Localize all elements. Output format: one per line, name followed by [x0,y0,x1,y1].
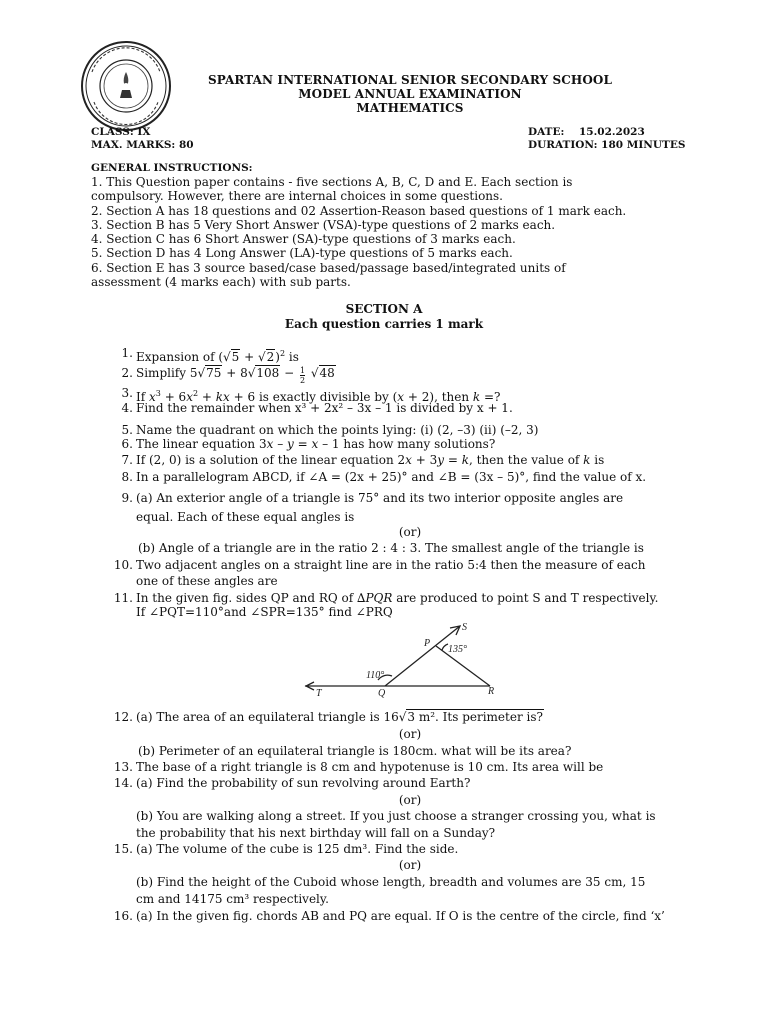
question-number: 1. [121,346,133,360]
question-text: (b) Perimeter of an equilateral triangle is 180cm. what will be its area? [138,744,572,758]
duration-label: DURATION: 180 MINUTES [528,139,686,151]
section-subtitle: Each question carries 1 mark [284,317,484,331]
question-text: (b) Angle of a triangle are in the ratio 2 : 4 : 3. The smallest angle of the triangle is [138,541,644,555]
label-p: P [424,638,431,649]
question-number: 14. [113,776,133,790]
label-r: R [488,686,495,697]
instructions-list [91,175,691,289]
question-number: 10. [113,558,133,572]
instruction-line: assessment (4 marks each) with sub parts. [91,275,351,290]
question-number: 8. [121,470,133,484]
question-text: cm and 14175 cm³ respectively. [136,892,329,906]
question-text: In the given fig. sides QP and RQ of ∆PQR are produced to point S and T respectively. [136,591,659,605]
question-text: In a parallelogram ABCD, if ∠A = (2x + 25)° and ∠B = (3x – 5)°, find the value of x. [136,470,647,484]
question-number: 2. [121,366,133,380]
question-text: (a) An exterior angle of a triangle is 75° and its two interior opposite angles are [136,491,624,505]
label-q: Q [378,688,386,698]
question-text: (a) Find the probability of sun revolving around Earth? [136,776,471,790]
question-text: Find the remainder when x³ + 2x² – 3x – 1 is divided by x + 1. [136,401,513,415]
label-s: S [462,622,467,633]
question-text: (b) You are walking along a street. If you just choose a stranger crossing you, what is [136,809,656,823]
question-text: If $x^3 + 6x^2$ + kx + 6 is exactly divisible by (x + 2), then k =? [136,389,501,404]
question-text: If (2, 0) is a solution of the linear equation 2x + 3y = k, then the value of k is [136,453,605,467]
question-number: 15. [113,842,133,856]
question-number: 7. [121,453,133,467]
question-number: 13. [113,760,133,774]
school-name: SPARTAN INTERNATIONAL SENIOR SECONDARY SCHOOL [207,73,612,87]
question-number: 4. [121,401,133,415]
question-number: 3. [121,386,133,400]
question-text: Simplify 5√75 + 8√108 − $\frac{1}{2}$ √48 [136,366,335,385]
question-text: (a) The volume of the cube is 125 dm³. Find the side. [136,842,459,856]
instruction-line: 6. Section E has 3 source based/case based/passage based/integrated units of [91,260,566,275]
max-marks-label: MAX. MARKS: 80 [91,139,194,151]
subject-title: MATHEMATICS [356,101,464,115]
label-t: T [316,688,322,698]
label-angle-p: 135° [448,644,467,655]
class-label: CLASS: IX [91,126,151,138]
or-separator: (or) [398,793,422,807]
question-text: Two adjacent angles on a straight line are in the ratio 5:4 then the measure of each [136,558,646,572]
label-angle-q: 110° [366,670,385,681]
question-text: If ∠PQT=110°and ∠SPR=135° find ∠PRQ [136,605,393,619]
question-text: The linear equation 3x – y = x – 1 has how many solutions? [136,437,496,451]
instruction-line: 1. This Question paper contains - five sections A, B, C, D and E. Each section is [91,175,573,189]
instructions-heading: GENERAL INSTRUCTIONS: [91,162,253,174]
question-number: 12. [113,710,133,724]
question-number: 5. [121,423,133,437]
question-text: (a) In the given fig. chords AB and PQ are equal. If O is the centre of the circle, find ‘x’ [136,909,665,923]
question-text: Name the quadrant on which the points lying: (i) (2, –3) (ii) (–2, 3) [136,423,539,437]
instruction-line: 5. Section D has 4 Long Answer (LA)-type questions of 5 marks each. [91,246,513,261]
instruction-line: 3. Section B has 5 Very Short Answer (VSA)-type questions of 2 marks each. [91,217,556,232]
question-number: 11. [113,591,133,605]
instruction-line: 2. Section A has 18 questions and 02 Assertion-Reason based questions of 1 mark each. [91,203,627,218]
or-separator: (or) [398,858,422,872]
question-text: equal. Each of these equal angles is [136,510,355,524]
instruction-line: compulsory. However, there are internal choices in some questions. [91,189,503,204]
or-separator: (or) [398,525,422,539]
question-text: Expansion of $(√5 + √2)^2$ is [136,349,299,364]
question-text: the probability that his next birthday will fall on a Sunday? [136,826,496,840]
question-number: 9. [121,491,133,505]
triangle-figure [300,620,510,698]
or-separator: (or) [398,727,422,741]
exam-title: MODEL ANNUAL EXAMINATION [298,87,522,101]
question-text: one of these angles are [136,574,278,588]
question-text: The base of a right triangle is 8 cm and hypotenuse is 10 cm. Its area will be [136,760,604,774]
question-number: 6. [121,437,133,451]
date-label: DATE: 15.02.2023 [528,126,645,138]
instruction-line: 4. Section C has 6 Short Answer (SA)-type questions of 3 marks each. [91,232,516,247]
section-title: SECTION A [345,302,423,316]
question-text: (b) Find the height of the Cuboid whose length, breadth and volumes are 35 cm, 15 [136,875,646,889]
question-text: (a) The area of an equilateral triangle is 16√3 m². Its perimeter is? [136,710,543,724]
question-number: 16. [113,909,133,923]
